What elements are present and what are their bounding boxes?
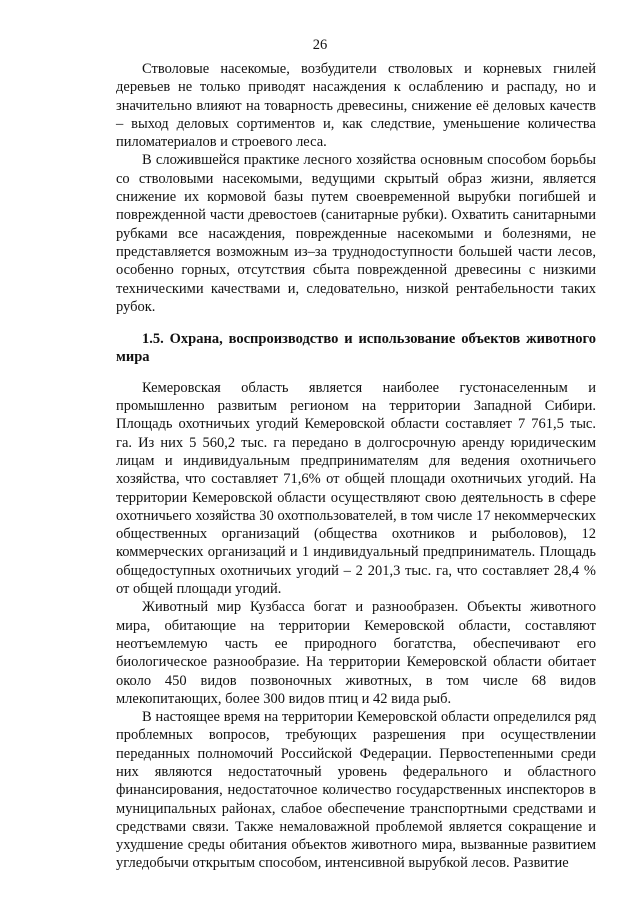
section-heading: 1.5. Охрана, воспроизводство и использование объектов животного мира [116, 331, 596, 366]
paragraph-stem-pests: Стволовые насекомые, возбудители стволовых и корневых гнилей деревьев не только приводят насаждения к ослаблению и распаду, но и значительно влияют на товарность древесины, снижение её деловых качеств – выход деловых сортиментов и, как следствие, уменьшение количества пиломатериалов и строевого леса. [116, 61, 596, 151]
paragraph-sanitary-cutting: В сложившейся практике лесного хозяйства основным способом борьбы со стволовыми насекомыми, ведущими скрытый образ жизни, является снижение их кормовой базы путем своевременной вырубки погибшей и поврежденной части древостоев (санитарные рубки). Охватить санитарными рубками все насаждения, поврежденные насекомыми и болезнями, не представляется возможным из–за труднодоступности большей части лесов, особенно горных, отсутствия сбыта поврежденной древесины с низкими техническими качествами и, следовательно, низкой рентабельности таких рубок. [116, 152, 596, 315]
paragraph-wildlife: Животный мир Кузбасса богат и разнообразен. Объекты животного мира, обитающие на территории Кемеровской области, составляют неотъемлемую часть ее природного богатства, обеспечивают его биологическое разнообразие. На территории Кемеровской области обитает около 450 видов позвоночных животных, в том числе 68 видов млекопитающих, более 300 видов птиц и 42 вида рыб. [116, 599, 596, 707]
page-number: 26 [312, 37, 328, 53]
document-body [116, 60, 596, 873]
paragraph-problems: В настоящее время на территории Кемеровской области определился ряд проблемных вопросов, требующих разрешения при осуществлении переданных полномочий Российской Федерации. Первостепенными среди них являются недостаточный уровень федерального и областного финансирования, недостаточное количество государственных инспекторов в муниципальных районах, слабое обеспечение транспортными средствами и средствами связи. Также немаловажной проблемой является сокращение и ухудшение среды обитания объектов животного мира, вызванные развитием угледобычи открытым способом, интенсивной вырубкой лесов. Развитие [116, 709, 596, 872]
paragraph-hunting-grounds: Кемеровская область является наиболее густонаселенным и промышленно развитым регионом на территории Западной Сибири. Площадь охотничьих угодий Кемеровской области составляет 7 761,5 тыс. га. Из них 5 560,2 тыс. га передано в долгосрочную аренду юридическим лицам и индивидуальным предпринимателям для ведения охотничьего хозяйства, что составляет 71,6% от общей площади охотничьих угодий. На территории Кемеровской области осуществляют свою деятельность в сфере охотничьего хозяйства 30 охотпользователей, в том числе 17 некоммерческих общественных организаций (общества охотников и рыболовов), 12 коммерческих организаций и 1 индивидуальный предприниматель. Площадь общедоступных охотничьих угодий – 2 201,3 тыс. га, что составляет 28,4 % от общей площади угодий. [116, 379, 596, 598]
